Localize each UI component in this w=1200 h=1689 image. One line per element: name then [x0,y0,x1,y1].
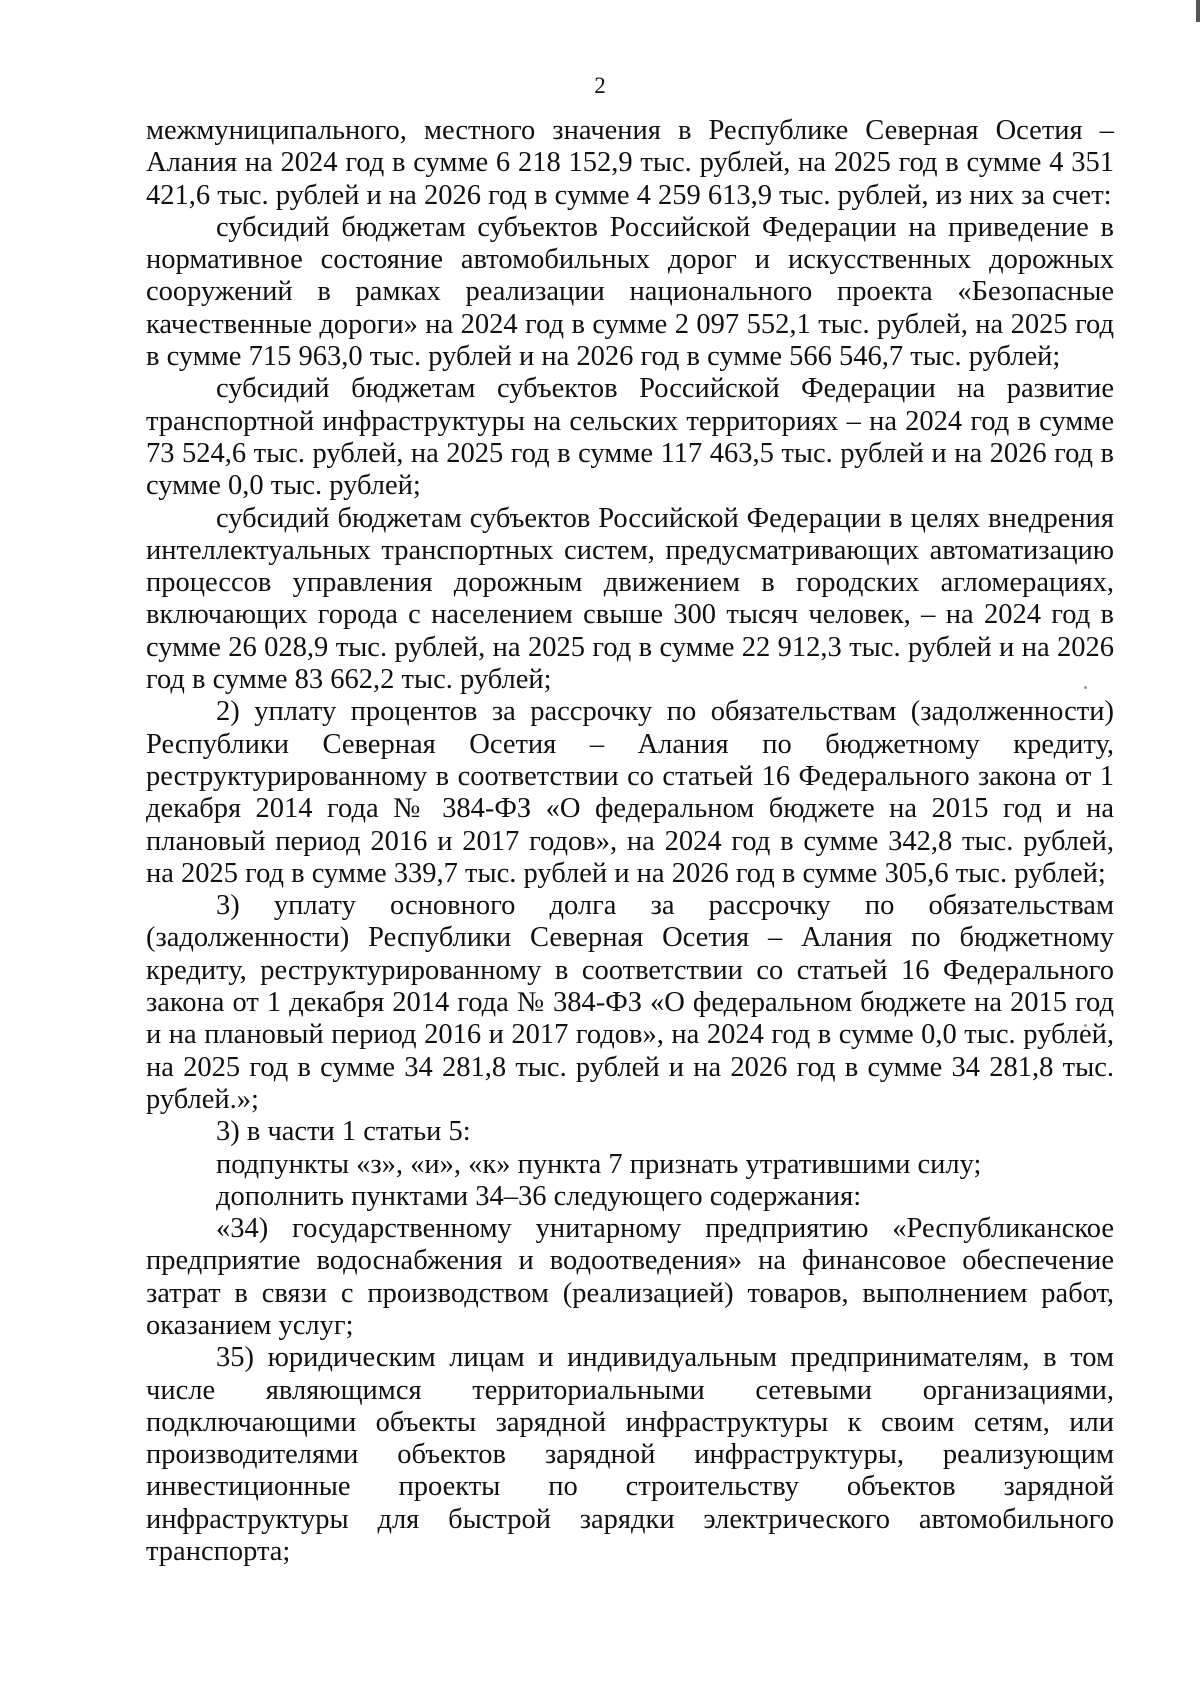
paragraph-subitems-void: подпункты «з», «и», «к» пункта 7 признать утратившими силу; [216,1148,982,1180]
paragraph-subsidy-roads: субсидий бюджетам субъектов Российской Федерации на приведение в нормативное состояние автомобильных дорог и искусственных дорожных сооружений в рамках реализации национального проекта «Безопасные качественные дороги» на 2024 год в сумме 2 097 552,1 тыс. рублей, на 2025 год в сумме 715 963,0 тыс. рублей и на 2026 год в сумме 566 546,7 тыс. рублей; [146,211,1114,373]
paragraph-item-34: «34) государственному унитарному предприятию «Республиканское предприятие водоснабжения и водоотведения» на финансовое обеспечение затрат в связи с производством (реализацией) товаров, выполнением работ, оказанием услуг; [146,1213,1114,1341]
paragraph-item-3-principal: 3) уплату основного долга за рассрочку по обязательствам (задолженности) Республики Северная Осетия – Алания по бюджетному кредиту, реструктурированному в соответствии со статьей 16 Федерального закона от 1 декабря 2014 года № 384-ФЗ «О федеральном бюджете на 2015 год и на плановый период 2016 и 2017 годов», на 2024 год в сумме 0,0 тыс. рублей, на 2025 год в сумме 34 281,8 тыс. рублей и на 2026 год в сумме 34 281,8 тыс. рублей.»; [146,890,1114,1115]
paragraph-item-2-interest: 2) уплату процентов за рассрочку по обязательствам (задолженности) Республики Северная Осетия – Алания по бюджетному кредиту, реструктурированному в соответствии со статьей 16 Федерального закона от 1 декабря 2014 года № 384-ФЗ «О федеральном бюджете на 2015 год и на плановый период 2016 и 2017 годов», на 2024 год в сумме 342,8 тыс. рублей, на 2025 год в сумме 339,7 тыс. рублей и на 2026 год в сумме 305,6 тыс. рублей; [146,696,1114,889]
paragraph-continuation: межмуниципального, местного значения в Республике Северная Осетия – Алания на 2024 год в сумме 6 218 152,9 тыс. рублей, на 2025 год в сумме 4 351 421,6 тыс. рублей и на 2026 год в сумме 4 259 613,9 тыс. рублей, из них за счет: [146,115,1114,211]
paragraph-subsidy-rural-transport: субсидий бюджетам субъектов Российской Федерации на развитие транспортной инфраструктуры на сельских территориях – на 2024 год в сумме 73 524,6 тыс. рублей, на 2025 год в сумме 117 463,5 тыс. рублей и на 2026 год в сумме 0,0 тыс. рублей; [146,373,1114,502]
page-number: 2 [594,73,606,98]
paragraph-subsidy-intelligent-transport: субсидий бюджетам субъектов Российской Федерации в целях внедрения интеллектуальных транспортных систем, предусматривающих автоматизацию процессов управления дорожным движением в городских агломерациях, включающих города с населением свыше 300 тысяч человек, – на 2024 год в сумме 26 028,9 тыс. рублей, на 2025 год в сумме 22 912,3 тыс. рублей и на 2026 год в сумме 83 662,2 тыс. рублей; [146,502,1114,696]
scan-edge-mark [1196,0,1200,22]
document-body [146,115,1114,1568]
paragraph-item-35: 35) юридическим лицам и индивидуальным предпринимателям, в том числе являющимся территориальными сетевыми организациями, подключающими объекты зарядной инфраструктуры к своим сетям, или производителями объектов зарядной инфраструктуры, реализующим инвестиционные проекты по строительству объектов зарядной инфраструктуры для быстрой зарядки электрического автомобильного транспорта; [146,1342,1114,1568]
paragraph-add-items: дополнить пунктами 34–36 следующего содержания: [216,1180,862,1212]
paragraph-article-5-part-1: 3) в части 1 статьи 5: [216,1116,471,1148]
